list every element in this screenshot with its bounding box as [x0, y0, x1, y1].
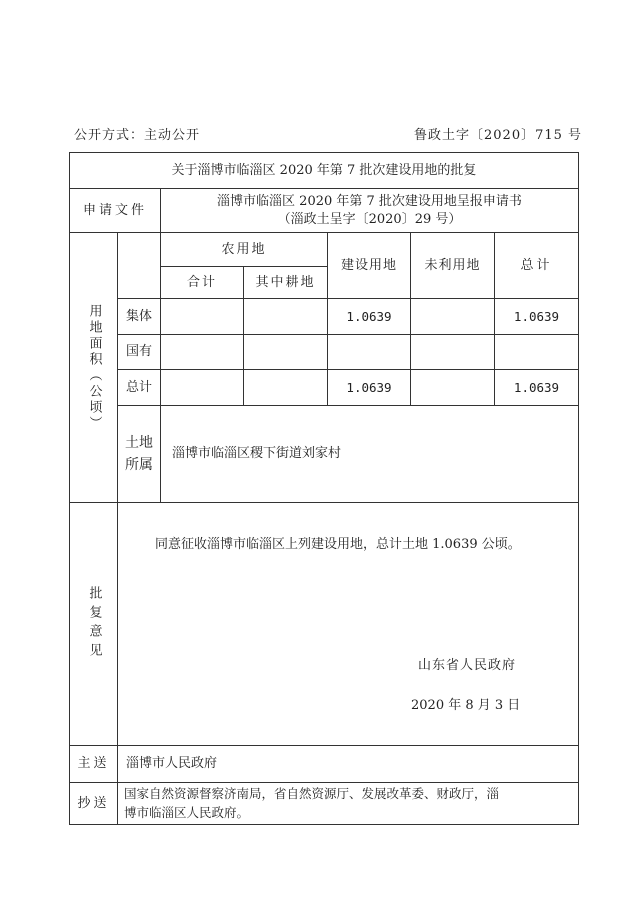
row-label-state: 国有 — [125, 344, 152, 359]
row-label-total: 总计 — [125, 379, 152, 395]
disclosure-method: 公开方式：主动公开 — [74, 128, 201, 143]
row-label-collective: 集体 — [125, 308, 152, 324]
collective-construction: 1.0639 — [346, 308, 392, 324]
main-recipient-label: 主送 — [77, 756, 110, 771]
total-subtotal — [161, 370, 243, 405]
total-construction: 1.0639 — [346, 379, 392, 395]
cc-line-2: 博市临淄区人民政府。 — [124, 805, 250, 820]
application-document — [161, 189, 578, 232]
table-title: 关于淄博市临淄区 2020 年第 7 批次建设用地的批复 — [171, 162, 477, 178]
total-arable — [244, 370, 327, 405]
approval-organization: 山东省人民政府 — [418, 658, 517, 673]
header-construction: 建设用地 — [340, 257, 397, 273]
area-label: 用地面积（公顷） — [86, 303, 102, 432]
state-construction — [328, 335, 410, 369]
application-line-1: 淄博市临淄区 2020 年第 7 批次建设用地呈报申请书 — [217, 193, 522, 209]
approval-label: 批复意见 — [86, 586, 102, 662]
state-unused — [411, 335, 494, 369]
header-arable: 其中耕地 — [255, 274, 316, 290]
header-total: 总计 — [520, 257, 553, 273]
collective-unused — [411, 299, 494, 334]
ownership-value: 淄博市临淄区稷下街道刘家村 — [172, 446, 342, 461]
cc-recipients — [124, 784, 576, 822]
state-arable — [244, 335, 327, 369]
collective-subtotal — [161, 299, 243, 334]
collective-total: 1.0639 — [513, 308, 560, 324]
total-total: 1.0639 — [513, 379, 560, 395]
collective-arable — [244, 299, 327, 334]
approval-date: 2020 年 8 月 3 日 — [411, 698, 521, 713]
ownership-label-cell — [118, 406, 160, 502]
approval-text: 同意征收淄博市临淄区上列建设用地，总计土地 1.0639 公顷。 — [155, 537, 521, 552]
application-label: 申请文件 — [82, 202, 147, 218]
application-line-2: （淄政土呈字〔2020〕29 号） — [277, 211, 462, 227]
header-farmland: 农用地 — [221, 241, 267, 257]
header-subtotal: 合计 — [186, 274, 217, 290]
header-unused: 未利用地 — [424, 257, 481, 273]
main-recipient: 淄博市人民政府 — [126, 756, 218, 771]
area-label-cell — [70, 233, 117, 502]
cc-label: 抄送 — [77, 795, 110, 811]
cc-line-1: 国家自然资源督察济南局，省自然资源厅、发展改革委、财政厅，淄 — [124, 786, 500, 801]
ownership-label: 土地所属 — [125, 435, 153, 473]
approval-label-cell — [70, 503, 117, 745]
document-number: 鲁政土字〔2020〕715 号 — [414, 128, 583, 143]
state-subtotal — [161, 335, 243, 369]
total-unused — [411, 370, 494, 405]
state-total — [495, 335, 578, 369]
